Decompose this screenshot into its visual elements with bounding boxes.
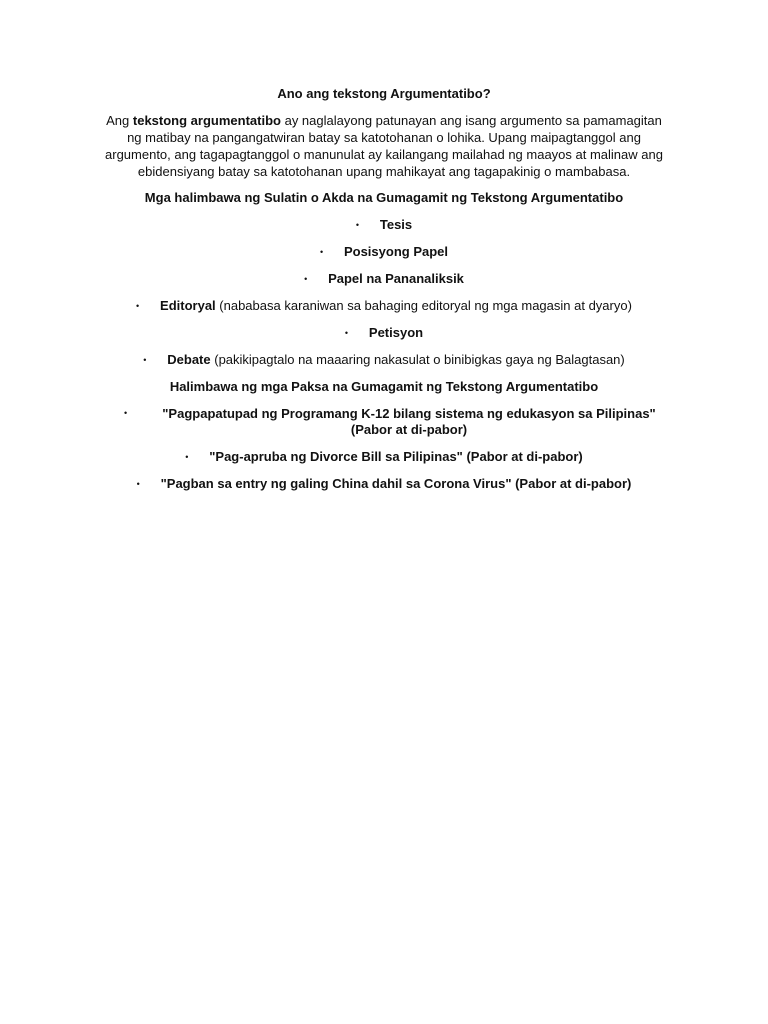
- bullet-icon: •: [136, 479, 140, 490]
- example-note: (pakikipagtalo na maaaring nakasulat o binibigkas gaya ng Balagtasan): [210, 351, 625, 367]
- example-label: Tesis: [379, 217, 413, 233]
- topics-list: [98, 449, 670, 493]
- topic-text: "Pagban sa entry ng galing China dahil sa Corona Virus" (Pabor at di-pabor): [160, 476, 632, 492]
- bullet-icon: •: [344, 327, 349, 338]
- examples-list: [98, 217, 670, 368]
- list-item: [98, 298, 670, 315]
- document-page: [98, 86, 670, 503]
- bullet-icon: •: [143, 354, 147, 365]
- bullet-icon: •: [136, 301, 140, 312]
- example-label: Editoryal: [160, 298, 216, 314]
- example-label: Papel na Pananaliksik: [328, 271, 464, 287]
- list-item: [98, 271, 670, 288]
- topic-text: "Pag-apruba ng Divorce Bill sa Pilipinas" (Pabor at di-pabor): [209, 449, 583, 465]
- list-item: [98, 244, 670, 261]
- list-item: [98, 217, 670, 234]
- example-label: Petisyon: [368, 324, 424, 340]
- list-item: [98, 476, 670, 493]
- bullet-icon: •: [124, 407, 128, 418]
- bullet-icon: •: [185, 452, 189, 463]
- list-item: [98, 352, 670, 369]
- intro-body: ay naglalayong patunayan ang isang argumento sa pamamagitan ng matibay na pangangatwiran batay sa katotohanan o lohika. Upang maipagtanggol ang argumento, ang tagapagtanggol o manunulat ay kailangang mailahad ng maayos at malinaw ang ebidensiyang batay sa katotohanan upang mahikayat ang tagapakinig o mambabasa.: [105, 112, 663, 179]
- intro-term: tekstong argumentatibo: [132, 112, 281, 128]
- topics-heading: Halimbawa ng mga Paksa na Gumagamit ng Tekstong Argumentatibo: [169, 378, 599, 394]
- example-note: (nababasa karaniwan sa bahaging editoryal ng mga magasin at dyaryo): [215, 298, 632, 314]
- bullet-icon: •: [355, 220, 360, 231]
- example-label: Posisyong Papel: [343, 244, 449, 260]
- bullet-icon: •: [319, 247, 324, 258]
- document-title: Ano ang tekstong Argumentatibo?: [277, 86, 491, 101]
- example-label: Debate: [167, 351, 211, 367]
- list-item: [98, 406, 670, 440]
- examples-heading: Mga halimbawa ng Sulatin o Akda na Gumagamit ng Tekstong Argumentatibo: [144, 190, 624, 206]
- list-item: [98, 449, 670, 466]
- intro-lead: Ang: [106, 112, 130, 128]
- bullet-icon: •: [304, 274, 308, 285]
- topic-text: "Pagpapatupad ng Programang K-12 bilang sistema ng edukasyon sa Pilipinas" (Pabor at di-pabor): [162, 405, 656, 438]
- list-item: [98, 325, 670, 342]
- intro-paragraph: [98, 113, 670, 181]
